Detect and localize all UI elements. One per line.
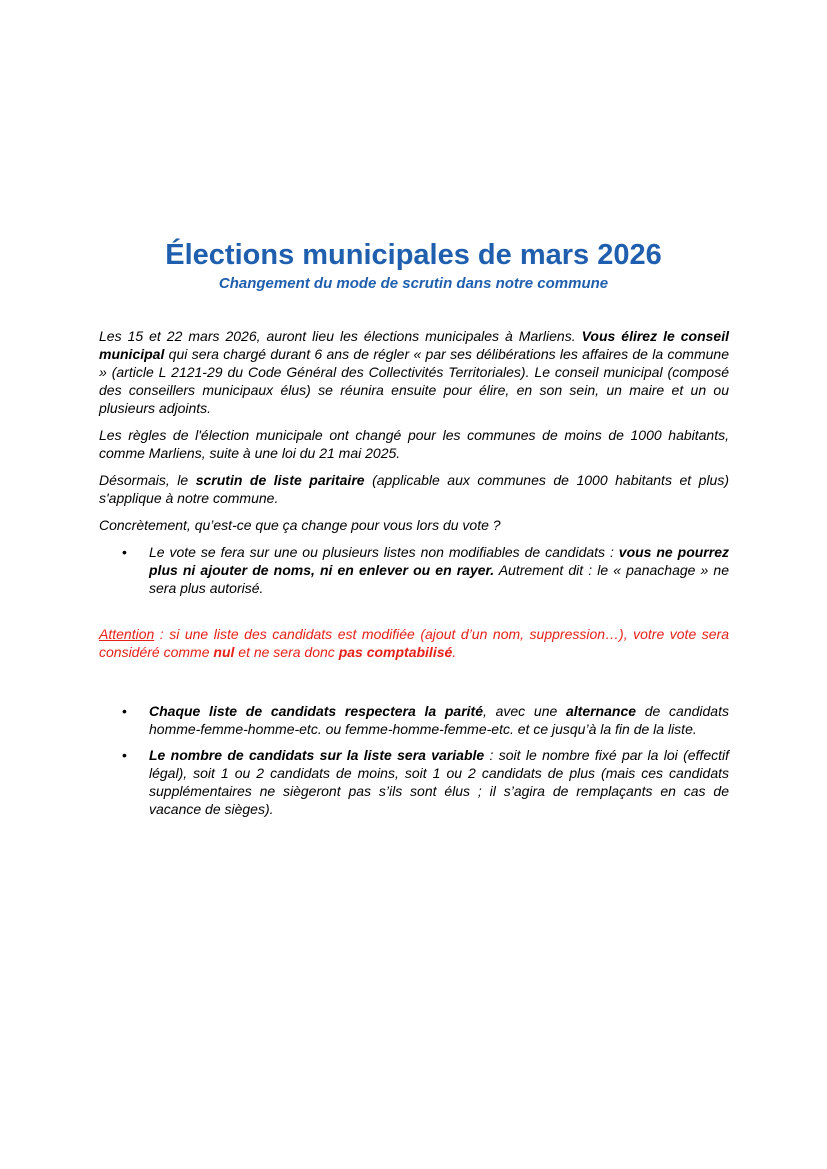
emphasis-run: Le nombre de candidats sur la liste sera variable — [149, 747, 485, 763]
text-run: . — [452, 644, 457, 660]
text-run: Désormais, le — [99, 472, 196, 488]
paragraph-rules-changed — [99, 426, 729, 462]
text-run: , avec une — [483, 703, 566, 719]
list-item — [99, 746, 729, 818]
text-run: Concrètement, qu’est-ce que ça change pour vous lors du vote ? — [99, 517, 501, 533]
spacer — [99, 661, 729, 702]
document-body — [99, 327, 729, 826]
paragraph-question — [99, 516, 729, 534]
list-item — [99, 702, 729, 738]
text-run: Les 15 et 22 mars 2026, auront lieu les élections municipales à Marliens. — [99, 328, 582, 344]
page-title: Élections municipales de mars 2026 — [165, 239, 662, 271]
paragraph-intro — [99, 327, 729, 417]
text-run: de candidats homme-femme-homme-etc. ou femme-homme-femme-etc. et ce jusqu’à la fin de la liste. — [149, 703, 729, 737]
emphasis-run: scrutin de liste paritaire — [195, 472, 365, 488]
text-run: : soit le nombre fixé par la loi (effectif légal), soit 1 ou 2 candidats de moins, soit 1 ou 2 candidats de plus (mais ces candidats supplémentaires ne siègeront pas s’ils sont élus ; il s’agira de remplaçants en cas de vacance de sièges). — [149, 747, 729, 817]
emphasis-run: Chaque liste de candidats respectera la parité — [149, 703, 483, 719]
emphasis-run: nul — [213, 644, 235, 660]
text-run: (applicable aux communes de 1000 habitants et plus) s'applique à notre commune. — [99, 472, 729, 506]
bullet-icon: • — [122, 747, 127, 763]
text-run: Autrement dit : le « panachage » ne sera plus autorisé. — [149, 562, 729, 596]
emphasis-run: pas comptabilisé — [338, 644, 453, 660]
emphasis-run: alternance — [565, 703, 637, 719]
text-run: : si une liste des candidats est modifiée (ajout d’un nom, suppression…), votre vote sera considéré comme — [99, 626, 729, 660]
bullet-icon: • — [122, 544, 127, 560]
text-run: et ne sera donc — [234, 644, 339, 660]
list-item — [99, 543, 729, 597]
text-run: Les règles de l'élection municipale ont changé pour les communes de moins de 1000 habitants, comme Marliens, suite à une loi du 21 mai 2025. — [99, 427, 729, 461]
bullet-list-vote — [99, 543, 729, 597]
paragraph-scrutin — [99, 471, 729, 507]
bullet-icon: • — [122, 703, 127, 719]
text-run: Le vote se fera sur une ou plusieurs listes non modifiables de candidats : — [149, 544, 619, 560]
bullet-list-rules — [99, 702, 729, 818]
emphasis-run: vous ne pourrez plus ni ajouter de noms, ni en enlever ou en rayer. — [149, 544, 729, 578]
text-run: qui sera chargé durant 6 ans de régler « par ses délibérations les affaires de la commune » (article L 2121-29 du Code Général des Collectivités Territoriales). Le conseil municipal (composé des conseillers municipaux élus) se réunira ensuite pour élire, en son sein, un maire et un ou plusieurs adjoints. — [99, 346, 729, 416]
page-subtitle: Changement du mode de scrutin dans notre commune — [218, 275, 609, 292]
warning-label: Attention — [99, 626, 155, 642]
warning-paragraph — [99, 625, 729, 661]
emphasis-run: Vous élirez le conseil municipal — [99, 328, 729, 362]
